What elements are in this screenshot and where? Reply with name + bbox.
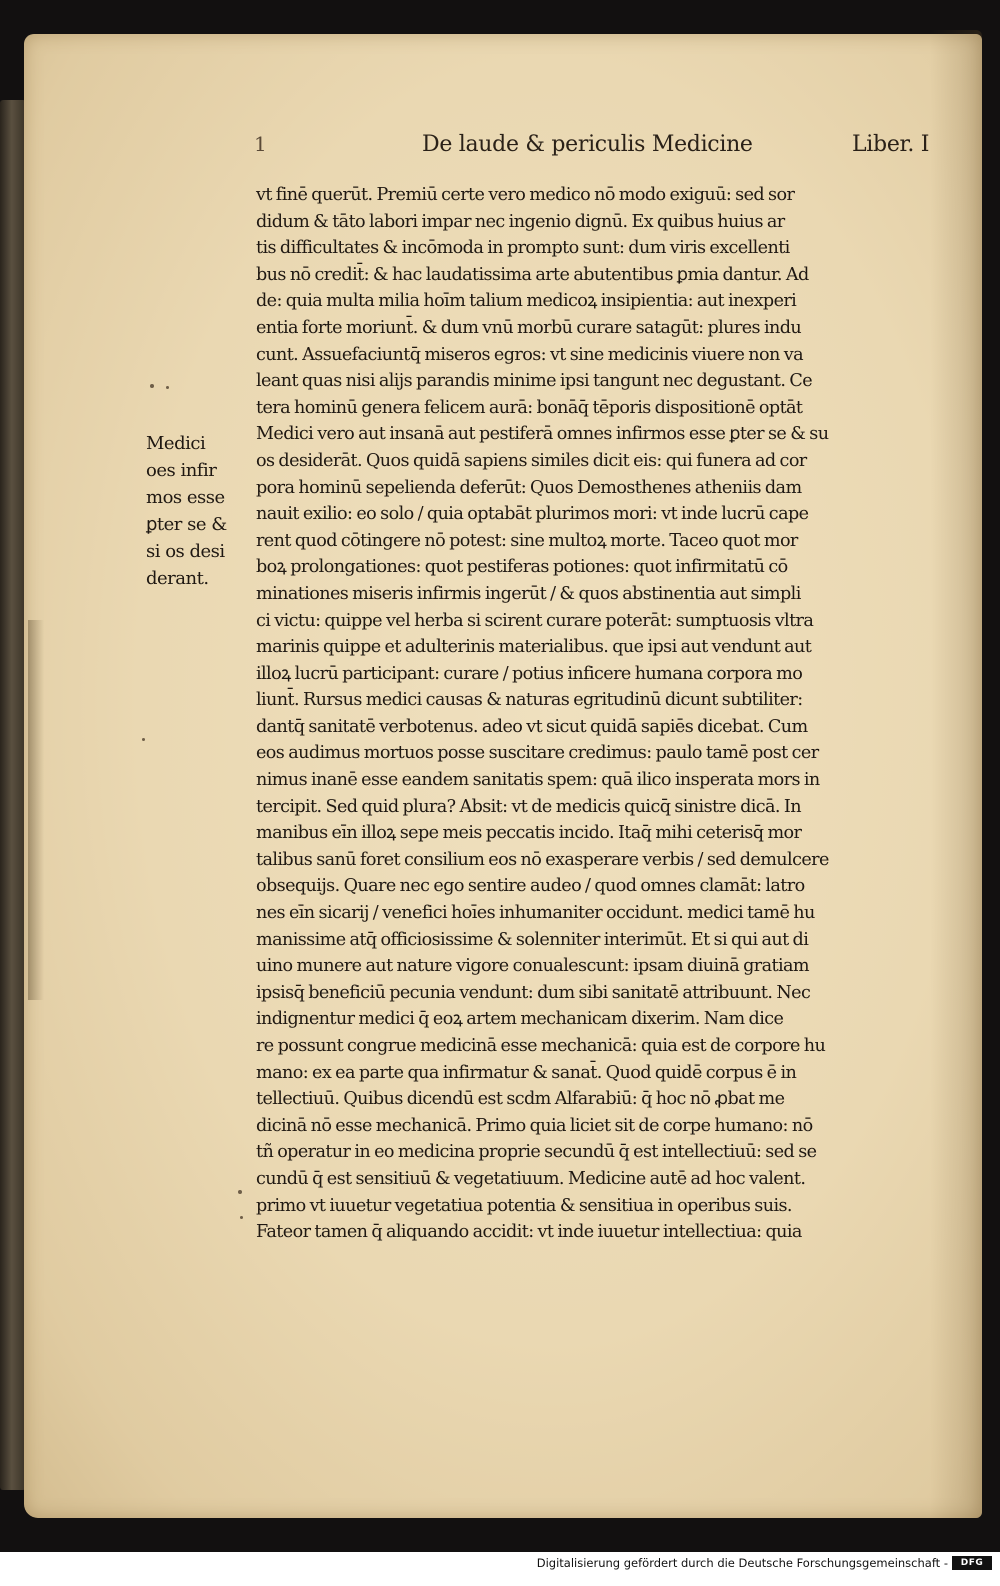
ink-speck <box>142 738 145 741</box>
text-line: entia forte moriunt̄. & dum vnū morbū curare satagūt: plures indu <box>256 317 802 338</box>
marginal-line: ꝑter se & <box>146 514 227 535</box>
text-line: dantq̄ sanitatē verbotenus. adeo vt sicut quidā sapiēs dicebat. Cum <box>256 716 808 737</box>
text-line: uino munere aut nature vigore conualescunt: ipsam diuinā gratiam <box>256 956 809 977</box>
text-line: leant quas nisi alijs parandis minime ipsi tangunt nec degustant. Ce <box>256 371 813 392</box>
dfg-logo: DFG <box>952 1556 992 1570</box>
marginal-note <box>146 430 250 592</box>
text-line: os desiderāt. Quos quidā sapiens similes dicit eis: qui funera ad cor <box>256 450 807 471</box>
digitization-credit: Digitalisierung gefördert durch die Deutsche Forschungsgemeinschaft - <box>536 1556 948 1570</box>
ink-speck <box>150 384 154 388</box>
book-number: Liber. I <box>852 132 930 157</box>
text-line: illoꝝ lucrū participant: curare / potius inficere humana corpora mo <box>256 663 803 684</box>
text-line: re possunt congrue medicinā esse mechanicā: quia est de corpore hu <box>256 1036 826 1056</box>
text-line: tñ operatur in eo medicina proprie secundū q̄ est intellectiuū: sed se <box>256 1142 817 1163</box>
text-line: eos audimus mortuos posse suscitare credimus: paulo tamē post cer <box>256 743 819 764</box>
text-line: obsequijs. Quare nec ego sentire audeo / quod omnes clamāt: latro <box>256 876 805 897</box>
ink-speck <box>238 1190 242 1194</box>
text-line: mano: ex ea parte qua infirmatur & sanat̄. Quod quidē corpus ē in <box>256 1062 797 1083</box>
text-line: marinis quippe et adulterinis materialibus. que ipsi aut vendunt aut <box>256 637 812 658</box>
text-line: primo vt iuuetur vegetatiua potentia & sensitiua in operibus suis. <box>256 1195 792 1216</box>
page-stain <box>28 620 44 1000</box>
text-line: de: quia multa milia hoīm talium medicoꝝ insipientia: aut inexperi <box>256 291 797 312</box>
marginal-line: derant. <box>146 568 209 589</box>
text-line: Fateor tamen q̄ aliquando accidit: vt inde iuuetur intellectiua: quia <box>256 1222 802 1243</box>
text-line: tera hominū genera felicem aurā: bonāq̄ tēporis dispositionē optāt <box>256 397 803 418</box>
text-line: ci victu: quippe vel herba si scirent curare poterāt: sumptuosis vltra <box>256 610 814 631</box>
text-line: nimus inanē esse eandem sanitatis spem: quā ilico insperata mors in <box>256 770 820 791</box>
text-line: nauit exilio: eo solo / quia optabāt plurimos mori: vt inde lucrū cape <box>256 504 809 525</box>
text-line: manissime atq̄ officiosissime & solenniter interimūt. Et si qui aut di <box>256 929 809 950</box>
text-line: tis difficultates & incōmoda in prompto sunt: dum viris excellenti <box>256 238 790 259</box>
text-line: tercipit. Sed quid plura? Absit: vt de medicis quicq̄ sinistre dicā. In <box>256 796 801 817</box>
text-line: dicinā nō esse mechanicā. Primo quia liciet sit de corpe humano: nō <box>256 1115 813 1136</box>
text-line: didum & tāto labori impar nec ingenio dignū. Ex quibus huius ar <box>256 211 785 232</box>
ink-speck <box>240 1216 243 1219</box>
text-line: Medici vero aut insanā aut pestiferā omnes infirmos esse ꝑter se & su <box>256 424 829 445</box>
text-line: nes eīn sicarij / venefici hoīes inhumaniter occidunt. medici tamē hu <box>256 903 815 924</box>
marginal-line: Medici <box>146 433 206 454</box>
book-spine <box>0 100 26 1490</box>
running-title: De laude & periculis Medicine <box>422 132 753 157</box>
text-line: pora hominū sepelienda deferūt: Quos Demosthenes atheniis dam <box>256 477 802 498</box>
text-line: manibus eīn illoꝝ sepe meis peccatis incido. Itaq̄ mihi ceterisq̄ mor <box>256 823 802 844</box>
text-line: indignentur medici q̄ eoꝝ artem mechanicam dixerim. Nam dice <box>256 1009 784 1030</box>
page-edge-shadow <box>930 30 982 1518</box>
body-text <box>256 182 936 1246</box>
text-line: ipsisq̄ beneficiū pecunia vendunt: dum sibi sanitatē attribuunt. Nec <box>256 982 811 1003</box>
text-line: bus nō credit̄: & hac laudatissima arte abutentibus ꝑmia dantur. Ad <box>256 264 809 285</box>
text-line: rent quod cōtingere nō potest: sine multoꝝ morte. Taceo quot mor <box>256 530 798 551</box>
text-line: vt finē querūt. Premiū certe vero medico nō modo exiguū: sed sor <box>256 185 795 205</box>
text-line: minationes miseris infirmis ingerūt / & quos abstinentia aut simpli <box>256 583 801 604</box>
text-line: tellectiuū. Quibus dicendū est scdm Alfarabiū: q̄ hoc nō ꝓbat me <box>256 1089 785 1110</box>
text-line: cundū q̄ est sensitiuū & vegetatiuum. Medicine autē ad hoc valent. <box>256 1168 806 1189</box>
marginal-line: si os desi <box>146 541 225 562</box>
text-line: cunt. Assuefaciuntq̄ miseros egros: vt sine medicinis viuere non va <box>256 344 803 365</box>
text-line: boꝝ prolongationes: quot pestiferas potiones: quot infirmitatū cō <box>256 557 788 578</box>
header-mark: 1 <box>254 132 267 156</box>
ink-speck <box>166 386 169 389</box>
marginal-line: oes infir <box>146 460 217 481</box>
text-line: talibus sanū foret consilium eos nō exasperare verbis / sed demulcere <box>256 849 829 870</box>
marginal-line: mos esse <box>146 487 225 508</box>
text-line: liunt̄. Rursus medici causas & naturas egritudinū dicunt subtiliter: <box>256 690 803 711</box>
